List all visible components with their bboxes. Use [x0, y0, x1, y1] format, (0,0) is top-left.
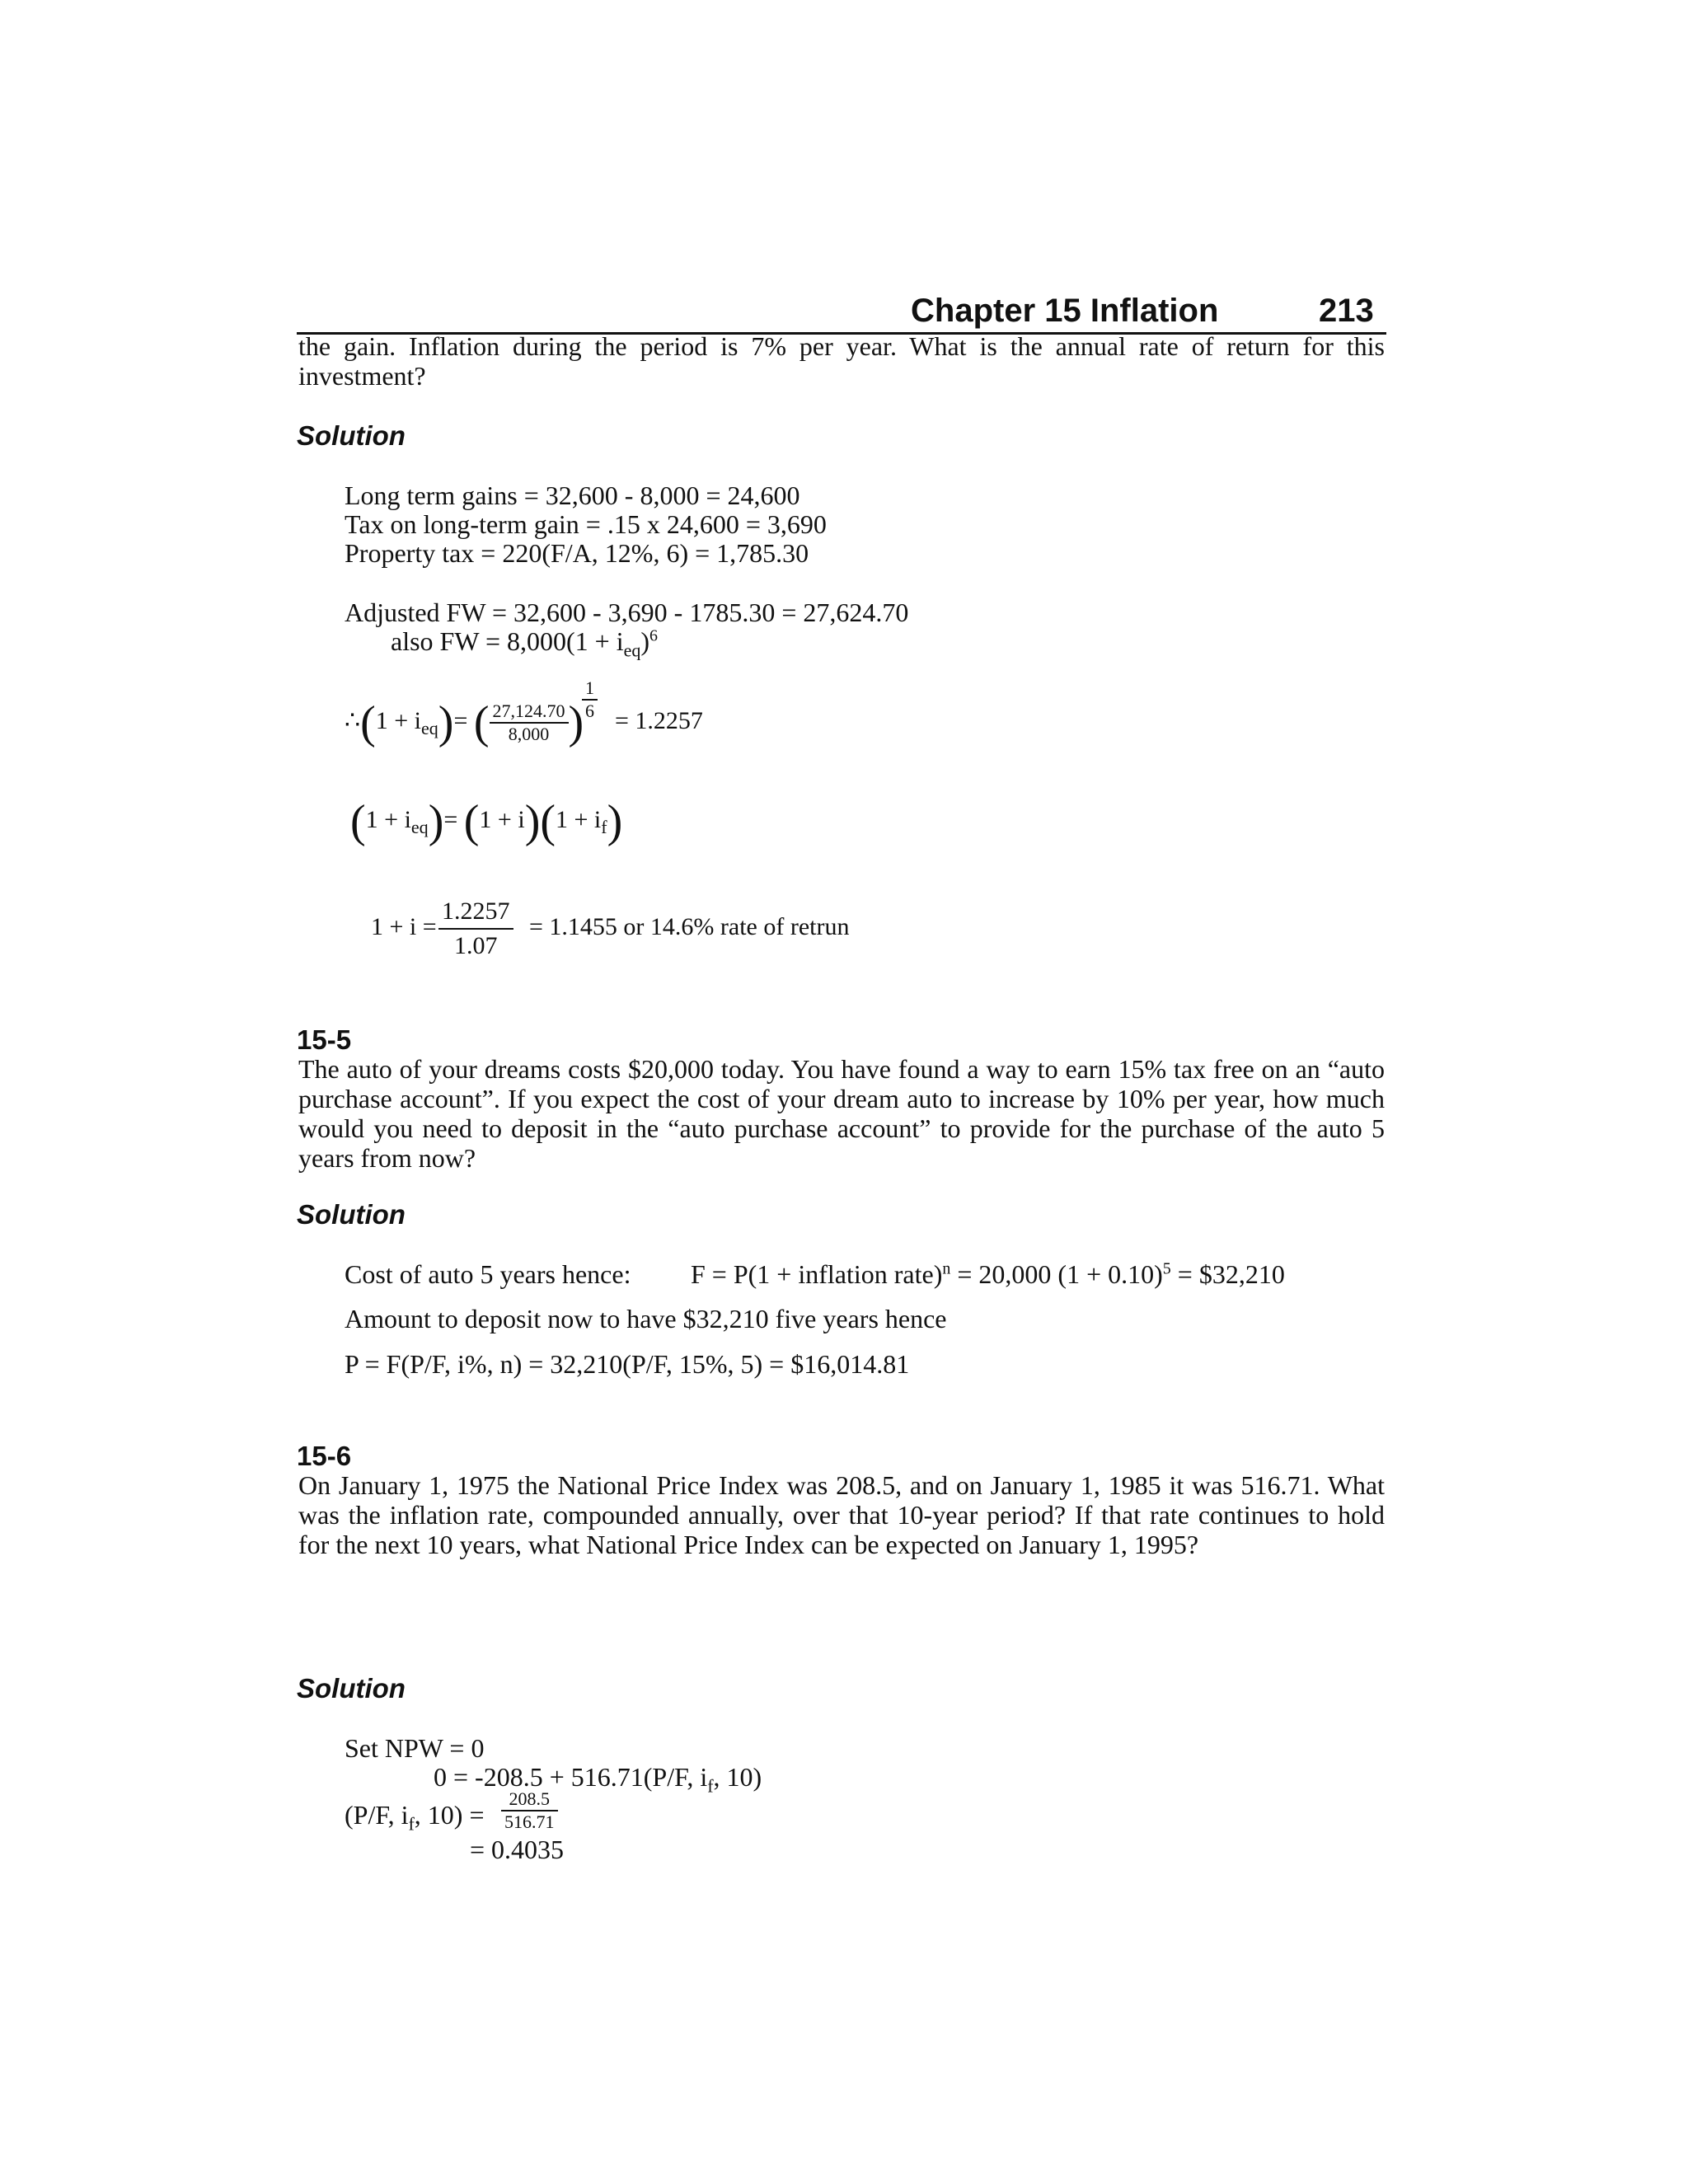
chapter-title: Chapter 15 Inflation	[911, 293, 1219, 329]
cost-of-auto-label: Cost of auto 5 years hence:	[345, 1259, 631, 1289]
exponent-fraction: $\frac{1}{6}$	[582, 677, 598, 722]
set-npw-line: Set NPW = 0	[345, 1733, 485, 1763]
npw-equation: 0 = -208.5 + 516.71(P/F, $i_f$, 10)	[434, 1762, 762, 1797]
problem-15-6-text: On January 1, 1975 the National Price Index was 208.5, and on January 1, 1985 it was 516.71. What was the inflation rate, compounded annually, over that 10-year period? If that rate continues to hold for the next 10 years, what National Price Index can be expected on January 1, 1995?	[298, 1470, 1385, 1559]
pf-fraction: $\frac{208.5}{516.71}$	[501, 1788, 558, 1833]
property-tax-line: Property tax = 220(F/A, 12%, 6) = 1,785.30	[345, 538, 809, 568]
tax-line: Tax on long-term gain = .15 x 24,600 = 3,690	[345, 509, 827, 539]
cost-of-auto-formula: F = P(1 + inflation rate)$^n$ = 20,000 $(1 + 0.10)^5$ = $32,210	[691, 1259, 1285, 1289]
equation-fisher: $(1 + i_{eq})= (1 + i)(1 + i_f)$	[350, 796, 623, 848]
pf-result: = 0.4035	[470, 1835, 565, 1864]
solution-heading-15-6: Solution	[297, 1673, 406, 1704]
solution-heading-15-5: Solution	[297, 1199, 406, 1230]
present-worth-line: P = F(P/F, i%, n) = 32,210(P/F, 15%, 5) = $16,014.81	[345, 1349, 910, 1379]
problem-15-5-text: The auto of your dreams costs $20,000 today. You have found a way to earn 15% tax free on an “auto purchase account”. If you expect the cost of your dream auto to increase by 10% per year, how much would you need to deposit in the “auto purchase account” to provide for the purchase of the auto 5 years from now?	[298, 1054, 1385, 1173]
long-term-gains-line: Long term gains = 32,600 - 8,000 = 24,600	[345, 480, 800, 510]
also-fw-line: also FW = $8,000(1 + i_{eq})^6$	[391, 626, 659, 661]
deposit-line: Amount to deposit now to have $32,210 five years hence	[345, 1304, 947, 1333]
equation-ieq: ∴(1 + $i_{eq})=$ ( $\frac{27,124.70}{8,000}$ )	[345, 697, 584, 749]
problem-number-15-6: 15-6	[297, 1441, 352, 1471]
problem-number-15-5: 15-5	[297, 1024, 352, 1055]
solution-heading: Solution	[297, 420, 406, 451]
page-number: 213	[1319, 293, 1374, 329]
adjusted-fw-line: Adjusted FW = 32,600 - 3,690 - 1785.30 = 27,624.70	[345, 598, 909, 627]
intro-paragraph: the gain. Inflation during the period is 7% per year. What is the annual rate of return for this investment?	[298, 331, 1385, 391]
pf-equation-lhs: (P/F, $i_f$, 10) =	[345, 1800, 485, 1835]
equation-ieq-result: = 1.2257	[615, 707, 703, 734]
equation-real-rate-lhs: 1 + i =	[371, 913, 437, 940]
equation-real-rate-fraction: $\frac{1.2257}{1.07}$	[438, 895, 513, 963]
equation-real-rate-result: = 1.1455 or 14.6% rate of retrun	[529, 913, 850, 940]
